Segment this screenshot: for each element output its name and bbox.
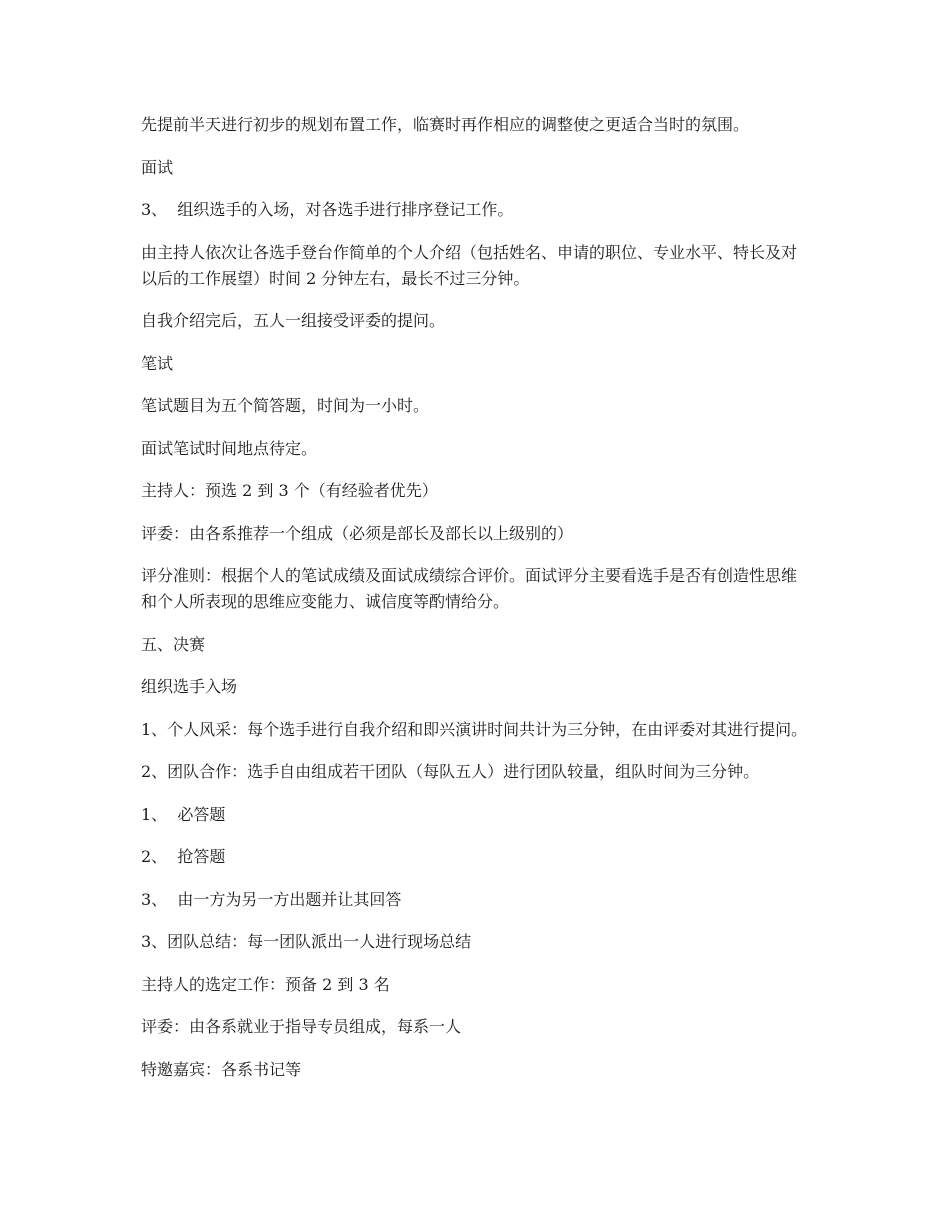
paragraph: 由主持人依次让各选手登台作简单的个人介绍（包括姓名、申请的职位、专业水平、特长及对以后的工作展望）时间 2 分钟左右，最长不过三分钟。 xyxy=(141,242,798,288)
list-item: 2、团队合作：选手自由组成若干团队（每队五人）进行团队较量，组队时间为三分钟。 xyxy=(141,762,760,781)
paragraph: 评委：由各系推荐一个组成（必须是部长及部长以上级别的） xyxy=(141,523,574,543)
paragraph: 主持人：预选 2 到 3 个（有经验者优先） xyxy=(141,481,438,500)
list-item: 1、个人风采：每个选手进行自我介绍和即兴演讲时间共计为三分钟，在由评委对其进行提问。 xyxy=(141,719,808,739)
paragraph: 面试笔试时间地点待定。 xyxy=(141,438,318,458)
paragraph: 特邀嘉宾：各系书记等 xyxy=(141,1059,302,1079)
list-item: 3、 组织选手的入场，对各选手进行排序登记工作。 xyxy=(141,200,514,219)
section-heading: 五、决赛 xyxy=(141,634,206,654)
list-item: 3、 由一方为另一方出题并让其回答 xyxy=(141,889,402,909)
paragraph: 笔试题目为五个简答题，时间为一小时。 xyxy=(141,396,430,415)
paragraph: 评委：由各系就业于指导专员组成，每系一人 xyxy=(141,1017,462,1036)
list-item: 3、团队总结：每一团队派出一人进行现场总结 xyxy=(141,932,472,951)
section-heading: 面试 xyxy=(141,157,174,177)
list-item: 2、 抢答题 xyxy=(141,847,226,866)
section-heading: 笔试 xyxy=(141,353,174,373)
paragraph: 主持人的选定工作：预备 2 到 3 名 xyxy=(141,974,390,994)
paragraph: 自我介绍完后，五人一组接受评委的提问。 xyxy=(141,311,446,330)
paragraph: 先提前半天进行初步的规划布置工作，临赛时再作相应的调整使之更适合当时的氛围。 xyxy=(141,115,750,134)
paragraph: 组织选手入场 xyxy=(141,677,238,696)
document-body xyxy=(141,112,811,1099)
paragraph: 评分准则：根据个人的笔试成绩及面试成绩综合评价。面试评分主要看选手是否有创造性思维和个人所表现的思维应变能力、诚信度等酌情给分。 xyxy=(141,566,798,611)
list-item: 1、 必答题 xyxy=(141,804,226,824)
